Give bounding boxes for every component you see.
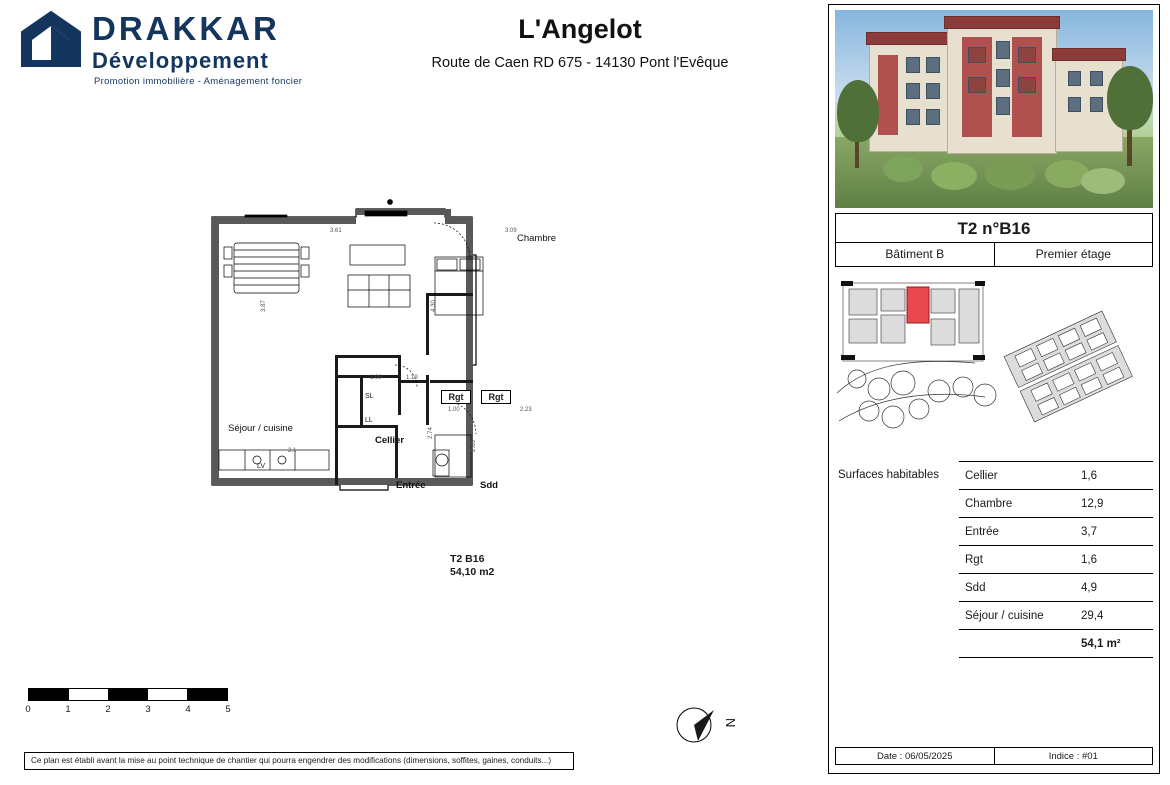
surface-value: 12,9 <box>1065 490 1153 518</box>
scale-tick-0: 0 <box>25 704 31 715</box>
floor-plan <box>190 195 620 578</box>
drakkar-house-icon <box>20 10 82 68</box>
plan-label-lv: LV <box>257 463 266 470</box>
surface-total-spacer <box>959 630 1065 658</box>
plan-label-sejour-cuisine: Séjour / cuisine <box>228 423 293 434</box>
surface-value: 1,6 <box>1065 546 1153 574</box>
plan-dim-sejour: 2.1 <box>288 448 297 454</box>
plan-label-rgt-2: Rgt <box>481 390 511 404</box>
surface-name: Chambre <box>959 490 1065 518</box>
plan-label-entree: Entrée <box>396 480 426 491</box>
svg-text:N: N <box>723 718 738 728</box>
surfaces-table <box>959 461 1153 658</box>
surface-value: 4,9 <box>1065 574 1153 602</box>
table-row <box>959 518 1153 546</box>
building-render-image <box>835 10 1153 208</box>
plan-label-sl: SL <box>365 393 374 400</box>
plan-indice: Indice : #01 <box>994 747 1154 765</box>
plan-date: Date : 06/05/2025 <box>835 747 994 765</box>
scale-tick-3: 3 <box>145 704 151 715</box>
surface-name: Entrée <box>959 518 1065 546</box>
table-row <box>959 546 1153 574</box>
surface-value: 29,4 <box>1065 602 1153 630</box>
plan-unit-tag <box>450 553 494 579</box>
panel-footer <box>835 747 1153 765</box>
locator-plan-drawing <box>835 271 1153 461</box>
surface-value: 3,7 <box>1065 518 1153 546</box>
page-title: L'Angelot <box>518 14 642 44</box>
document-header <box>380 14 780 71</box>
plan-dim-rgt-h: 1.00 <box>448 407 460 413</box>
plan-label-chambre: Chambre <box>517 233 557 244</box>
logo-brand-second-text: Développement <box>92 48 269 73</box>
highlighted-unit-marker <box>907 287 929 323</box>
unit-floor: Premier étage <box>994 243 1154 267</box>
logo-tagline: Promotion immobilière - Aménagement foncier <box>94 76 303 87</box>
north-arrow-icon <box>672 700 752 750</box>
surfaces-label: Surfaces habitables <box>838 469 940 481</box>
unit-building: Bâtiment B <box>835 243 994 267</box>
plan-label-ll: LL <box>365 417 373 424</box>
surface-total-value: 54,1 m² <box>1065 630 1153 658</box>
surface-name: Cellier <box>959 462 1065 490</box>
north-arrow <box>672 700 752 750</box>
plan-unit-tag-line1: T2 B16 <box>450 553 485 565</box>
plan-dim-rgt-small2: 1.19 <box>406 375 418 381</box>
surface-name: Rgt <box>959 546 1065 574</box>
plan-dim-left: 3.87 <box>260 300 267 312</box>
surface-name: Sdd <box>959 574 1065 602</box>
plan-label-sdd: Sdd <box>480 480 498 491</box>
plan-unit-tag-line2: 54,10 m2 <box>450 566 495 578</box>
plan-dim-chambre-top: 3.09 <box>505 228 517 234</box>
table-row <box>959 490 1153 518</box>
table-row <box>959 574 1153 602</box>
table-row-total <box>959 630 1153 658</box>
plan-label-cellier: Cellier <box>375 435 405 446</box>
logo-brand-text: DRAKKAR <box>92 10 280 47</box>
surface-name: Séjour / cuisine <box>959 602 1065 630</box>
unit-subinfo-row <box>835 243 1153 267</box>
scale-bar-block <box>25 688 238 718</box>
surface-value: 1,6 <box>1065 462 1153 490</box>
plan-dim-mid: 4.30 <box>430 300 437 312</box>
plan-label-rgt-1: Rgt <box>441 390 471 404</box>
scale-tick-4: 4 <box>185 704 191 715</box>
scale-labels <box>25 704 231 718</box>
scale-tick-5: 5 <box>225 704 231 715</box>
disclaimer-note: Ce plan est établi avant la mise au point technique de chantier qui pourra engendrer des modifications (dimensions, soffites, gaines, conduits...) <box>24 752 574 770</box>
page-subtitle: Route de Caen RD 675 - 14130 Pont l'Evêque <box>431 55 729 71</box>
locator-plans <box>835 271 1153 461</box>
plan-dim-top: 3.61 <box>330 228 342 234</box>
company-logo <box>20 8 330 90</box>
plan-dim-sdd: 2.63 <box>470 440 477 452</box>
table-row <box>959 602 1153 630</box>
unit-title: T2 n°B16 <box>835 213 1153 243</box>
scale-tick-2: 2 <box>105 704 111 715</box>
scale-tick-1: 1 <box>65 704 71 715</box>
plan-dim-rgt-right: 2.23 <box>520 407 532 413</box>
info-panel <box>828 4 1160 774</box>
plan-dim-rgt-small: 1.09 <box>370 375 382 381</box>
table-row <box>959 462 1153 490</box>
scale-bar <box>28 688 228 701</box>
plan-dim-cellier: 2.74 <box>427 427 434 439</box>
